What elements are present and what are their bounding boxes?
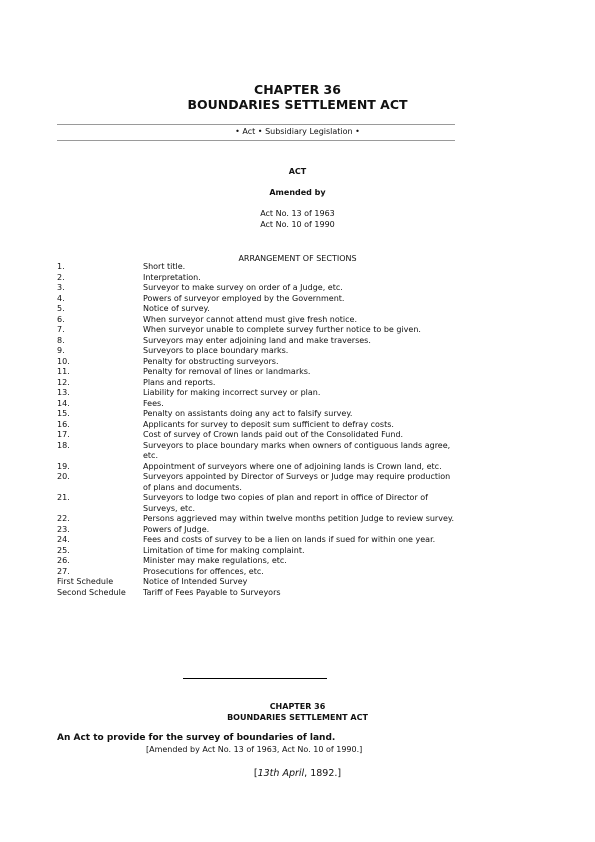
section-title: Penalty for removal of lines or landmarks.	[143, 367, 311, 376]
section-number: 13.	[57, 388, 70, 397]
section-title: Prosecutions for offences, etc.	[143, 566, 264, 576]
section-title: Surveyors may enter adjoining land and make traverses.	[143, 335, 371, 345]
section-title: Penalty for obstructing surveyors.	[143, 356, 279, 366]
section-number: 26.	[57, 556, 70, 565]
date-bracket: [	[253, 768, 258, 779]
section-number: 6.	[57, 314, 65, 324]
section-title: Surveyors to place boundary marks.	[143, 346, 289, 355]
section-title: Interpretation.	[143, 272, 201, 282]
section-title: Persons aggrieved may within twelve months petition Judge to review survey.	[143, 514, 455, 523]
section-number: 7.	[57, 325, 65, 334]
section-number: 4.	[57, 293, 65, 303]
section-title: Short title.	[143, 262, 186, 271]
subsidiary-legislation-link[interactable]: Subsidiary Legislation	[265, 127, 353, 136]
section-number: 2.	[57, 272, 65, 282]
schedule-row[interactable]	[57, 588, 457, 599]
date-year: , 1892.]	[304, 768, 342, 779]
section-title: Surveyors to place boundary marks when owners of contiguous lands agree, etc.	[143, 440, 451, 460]
long-title: An Act to provide for the survey of boundaries of land.	[57, 733, 336, 743]
sections-list	[57, 262, 457, 598]
section-number: 8.	[57, 335, 65, 345]
section-number: 14.	[57, 398, 70, 408]
section-number: 3.	[57, 283, 65, 292]
section-row[interactable]	[57, 273, 457, 284]
section-row[interactable]	[57, 535, 457, 546]
section-title: Surveyors to lodge two copies of plan and report in office of Director of Surveys, etc.	[143, 493, 428, 513]
section-row[interactable]	[57, 462, 457, 473]
section-row[interactable]	[57, 325, 457, 336]
section-number: 27.	[57, 566, 70, 576]
section-number: 23.	[57, 524, 70, 534]
section-row[interactable]	[57, 567, 457, 578]
section-number: 21.	[57, 493, 70, 502]
section-row[interactable]	[57, 525, 457, 536]
section-number: 20.	[57, 472, 70, 481]
section-row[interactable]	[57, 315, 457, 326]
section-row[interactable]	[57, 546, 457, 557]
section-number: 10.	[57, 356, 70, 366]
nav-bullet: •	[355, 127, 360, 136]
section-row[interactable]	[57, 430, 457, 441]
section-number: 12.	[57, 377, 70, 387]
section-number: 25.	[57, 545, 70, 555]
amendment-1: Act No. 13 of 1963	[260, 209, 335, 218]
section-number: 17.	[57, 430, 70, 439]
section-number: 15.	[57, 409, 70, 418]
section-number: 1.	[57, 262, 65, 271]
section-row[interactable]	[57, 346, 457, 357]
section-number: 22.	[57, 514, 70, 523]
section-row[interactable]	[57, 514, 457, 525]
section-title: Appointment of surveyors where one of adjoining lands is Crown land, etc.	[143, 461, 442, 471]
section-title: When surveyor cannot attend must give fresh notice.	[143, 314, 357, 324]
section-title: Powers of surveyor employed by the Government.	[143, 293, 345, 303]
section-row[interactable]	[57, 493, 457, 514]
section-row[interactable]	[57, 441, 457, 462]
section-row[interactable]	[57, 409, 457, 420]
section-row[interactable]	[57, 388, 457, 399]
section-title: Penalty on assistants doing any act to falsify survey.	[143, 409, 353, 418]
schedule-number: First Schedule	[57, 577, 114, 586]
section-row[interactable]	[57, 294, 457, 305]
divider-top	[57, 124, 455, 125]
arrangement-heading: ARRANGEMENT OF SECTIONS	[238, 254, 357, 263]
amended-note: [Amended by Act No. 13 of 1963, Act No. 10 of 1990.]	[146, 745, 363, 754]
amendment-2: Act No. 10 of 1990	[260, 220, 335, 229]
schedule-row[interactable]	[57, 577, 457, 588]
schedule-title: Notice of Intended Survey	[143, 577, 248, 586]
schedule-number: Second Schedule	[57, 587, 126, 597]
chapter-heading: CHAPTER 36	[254, 82, 341, 97]
schedule-title: Tariff of Fees Payable to Surveyors	[143, 587, 281, 597]
section-title: Powers of Judge.	[143, 524, 210, 534]
section-row[interactable]	[57, 420, 457, 431]
section-row[interactable]	[57, 399, 457, 410]
section-number: 11.	[57, 367, 70, 376]
act-title: BOUNDARIES SETTLEMENT ACT	[187, 97, 408, 112]
section-title: Notice of survey.	[143, 304, 210, 313]
section-title: Plans and reports.	[143, 377, 216, 387]
section-number: 18.	[57, 440, 70, 450]
section-row[interactable]	[57, 336, 457, 347]
section-number: 16.	[57, 419, 70, 429]
date-day: 13th April	[257, 768, 305, 779]
nav-links	[0, 127, 595, 136]
section-title: Surveyor to make survey on order of a Judge, etc.	[143, 283, 343, 292]
section-number: 19.	[57, 461, 70, 471]
section-number: 5.	[57, 304, 65, 313]
section-title: Minister may make regulations, etc.	[143, 556, 287, 565]
section-title: Limitation of time for making complaint.	[143, 545, 305, 555]
section-divider	[183, 678, 327, 679]
section-title: Liability for making incorrect survey or plan.	[143, 388, 321, 397]
section-row[interactable]	[57, 378, 457, 389]
act-link[interactable]: • Act •	[235, 127, 263, 136]
section-title: When surveyor unable to complete survey further notice to be given.	[143, 325, 421, 334]
section-row[interactable]	[57, 556, 457, 567]
section-row[interactable]	[57, 262, 457, 273]
section-number: 24.	[57, 535, 70, 544]
body-act-title: BOUNDARIES SETTLEMENT ACT	[227, 713, 368, 722]
section-title: Fees and costs of survey to be a lien on lands if sued for within one year.	[143, 535, 436, 544]
section-title: Applicants for survey to deposit sum sufficient to defray costs.	[143, 419, 394, 429]
commencement-date	[0, 768, 595, 779]
body-chapter-heading: CHAPTER 36	[269, 702, 326, 711]
section-row[interactable]	[57, 304, 457, 315]
section-row[interactable]	[57, 283, 457, 294]
section-number: 9.	[57, 346, 65, 355]
section-row[interactable]	[57, 472, 457, 493]
amended-by-label: Amended by	[269, 188, 326, 197]
section-title: Surveyors appointed by Director of Surveys or Judge may require production of plans and documents.	[143, 472, 451, 492]
section-row[interactable]	[57, 367, 457, 378]
section-title: Cost of survey of Crown lands paid out of the Consolidated Fund.	[143, 430, 404, 439]
divider-bottom	[57, 140, 455, 141]
section-title: Fees.	[143, 398, 164, 408]
act-heading: ACT	[288, 167, 307, 176]
section-row[interactable]	[57, 357, 457, 368]
